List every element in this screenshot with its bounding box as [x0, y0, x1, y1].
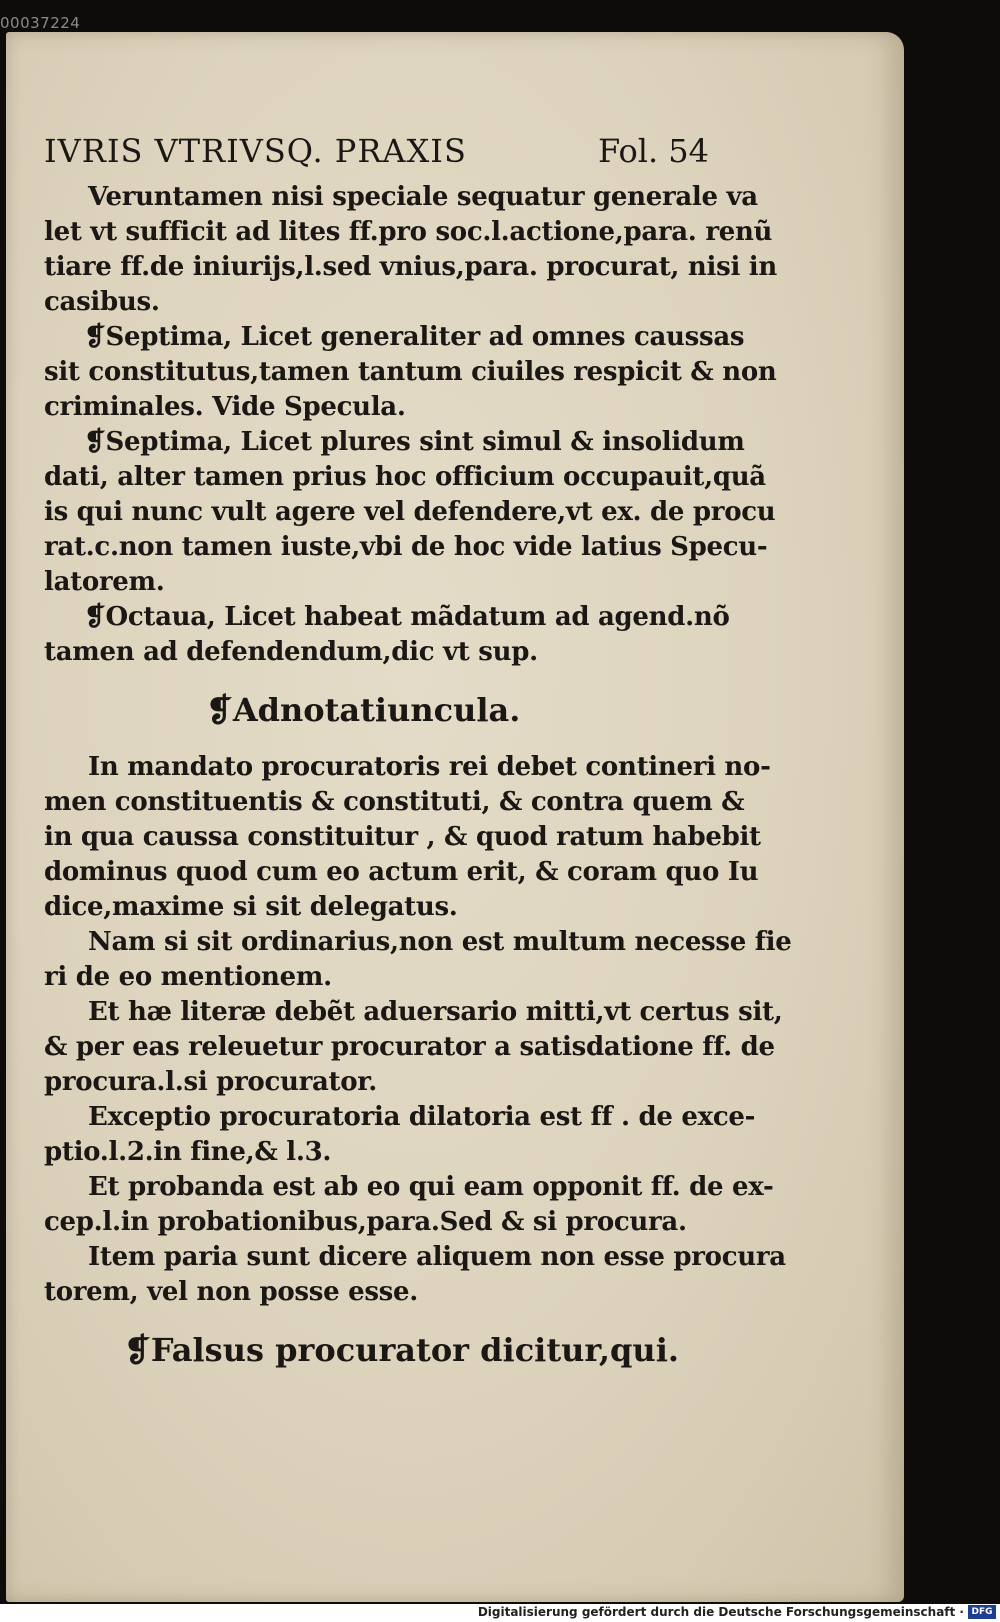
pilcrow-mark: ❡: [84, 322, 106, 352]
text-line: Et hæ literæ debẽt aduersario mitti,vt certus sit,: [88, 997, 783, 1027]
text-line: dice,maxime si sit delegatus.: [44, 892, 458, 922]
text-line: dominus quod cum eo actum erit, & coram quo Iu: [44, 857, 759, 887]
pilcrow-mark: ❡: [84, 602, 106, 632]
text-line: men constituentis & constituti, & contra quem &: [44, 787, 745, 817]
running-head-title: IVRIS VTRIVSQ. PRAXIS: [44, 132, 467, 170]
page-text: [44, 132, 792, 1372]
section-heading: ❡Falsus procurator dicitur,qui.: [44, 1328, 709, 1372]
dfg-logo: DFG: [968, 1605, 996, 1619]
text-line: dati, alter tamen prius hoc officium occupauit,quã: [44, 462, 766, 492]
text-line: sit constitutus,tamen tantum ciuiles respicit & non: [44, 357, 777, 387]
text-line: latorem.: [44, 567, 165, 597]
text-line: Veruntamen nisi speciale sequatur generale va: [88, 182, 758, 212]
folio-number: Fol. 54: [597, 132, 709, 170]
pilcrow-mark: ❡: [124, 1331, 151, 1369]
text-line: procura.l.si procurator.: [44, 1067, 378, 1097]
pilcrow-mark: ❡: [84, 427, 106, 457]
text-line: & per eas releuetur procurator a satisdatione ff. de: [44, 1032, 775, 1062]
text-line: is qui nunc vult agere vel defendere,vt ex. de procu: [44, 497, 776, 527]
text-line: In mandato procuratoris rei debet contineri no-: [88, 752, 771, 782]
text-line: Item paria sunt dicere aliquem non esse procura: [88, 1242, 786, 1272]
text-line: tamen ad defendendum,dic vt sup.: [44, 637, 538, 667]
text-line: casibus.: [44, 287, 160, 317]
text-line: ri de eo mentionem.: [44, 962, 332, 992]
scan-id: 00037224: [0, 14, 81, 32]
text-line: ptio.l.2.in fine,& l.3.: [44, 1137, 332, 1167]
text-line: ❡Septima, Licet generaliter ad omnes caussas: [44, 320, 709, 355]
book-page: [6, 32, 904, 1602]
text-line: let vt sufficit ad lites ff.pro soc.l.actione,para. renũ: [44, 217, 773, 247]
section-heading: ❡Adnotatiuncula.: [44, 688, 709, 732]
funding-credit: Digitalisierung gefördert durch die Deutsche Forschungsgemeinschaft ·: [477, 1605, 964, 1619]
text-line: Nam si sit ordinarius,non est multum necesse fie: [88, 927, 792, 957]
text-line: ❡Septima, Licet plures sint simul & insolidum: [44, 425, 709, 460]
running-head: [44, 132, 709, 170]
text-line: Et probanda est ab eo qui eam opponit ff. de ex-: [88, 1172, 774, 1202]
text-line: ❡Octaua, Licet habeat mãdatum ad agend.nõ: [44, 600, 709, 635]
text-line: Exceptio procuratoria dilatoria est ff . de exce-: [88, 1102, 756, 1132]
text-line: criminales. Vide Specula.: [44, 392, 406, 422]
text-line: tiare ff.de iniurijs,l.sed vnius,para. procurat, nisi in: [44, 252, 777, 282]
text-line: rat.c.non tamen iuste,vbi de hoc vide latius Specu-: [44, 532, 768, 562]
text-line: in qua caussa constituitur , & quod ratum habebit: [44, 822, 761, 852]
text-line: cep.l.in probationibus,para.Sed & si procura.: [44, 1207, 687, 1237]
pilcrow-mark: ❡: [206, 691, 233, 729]
text-line: torem, vel non posse esse.: [44, 1277, 418, 1307]
